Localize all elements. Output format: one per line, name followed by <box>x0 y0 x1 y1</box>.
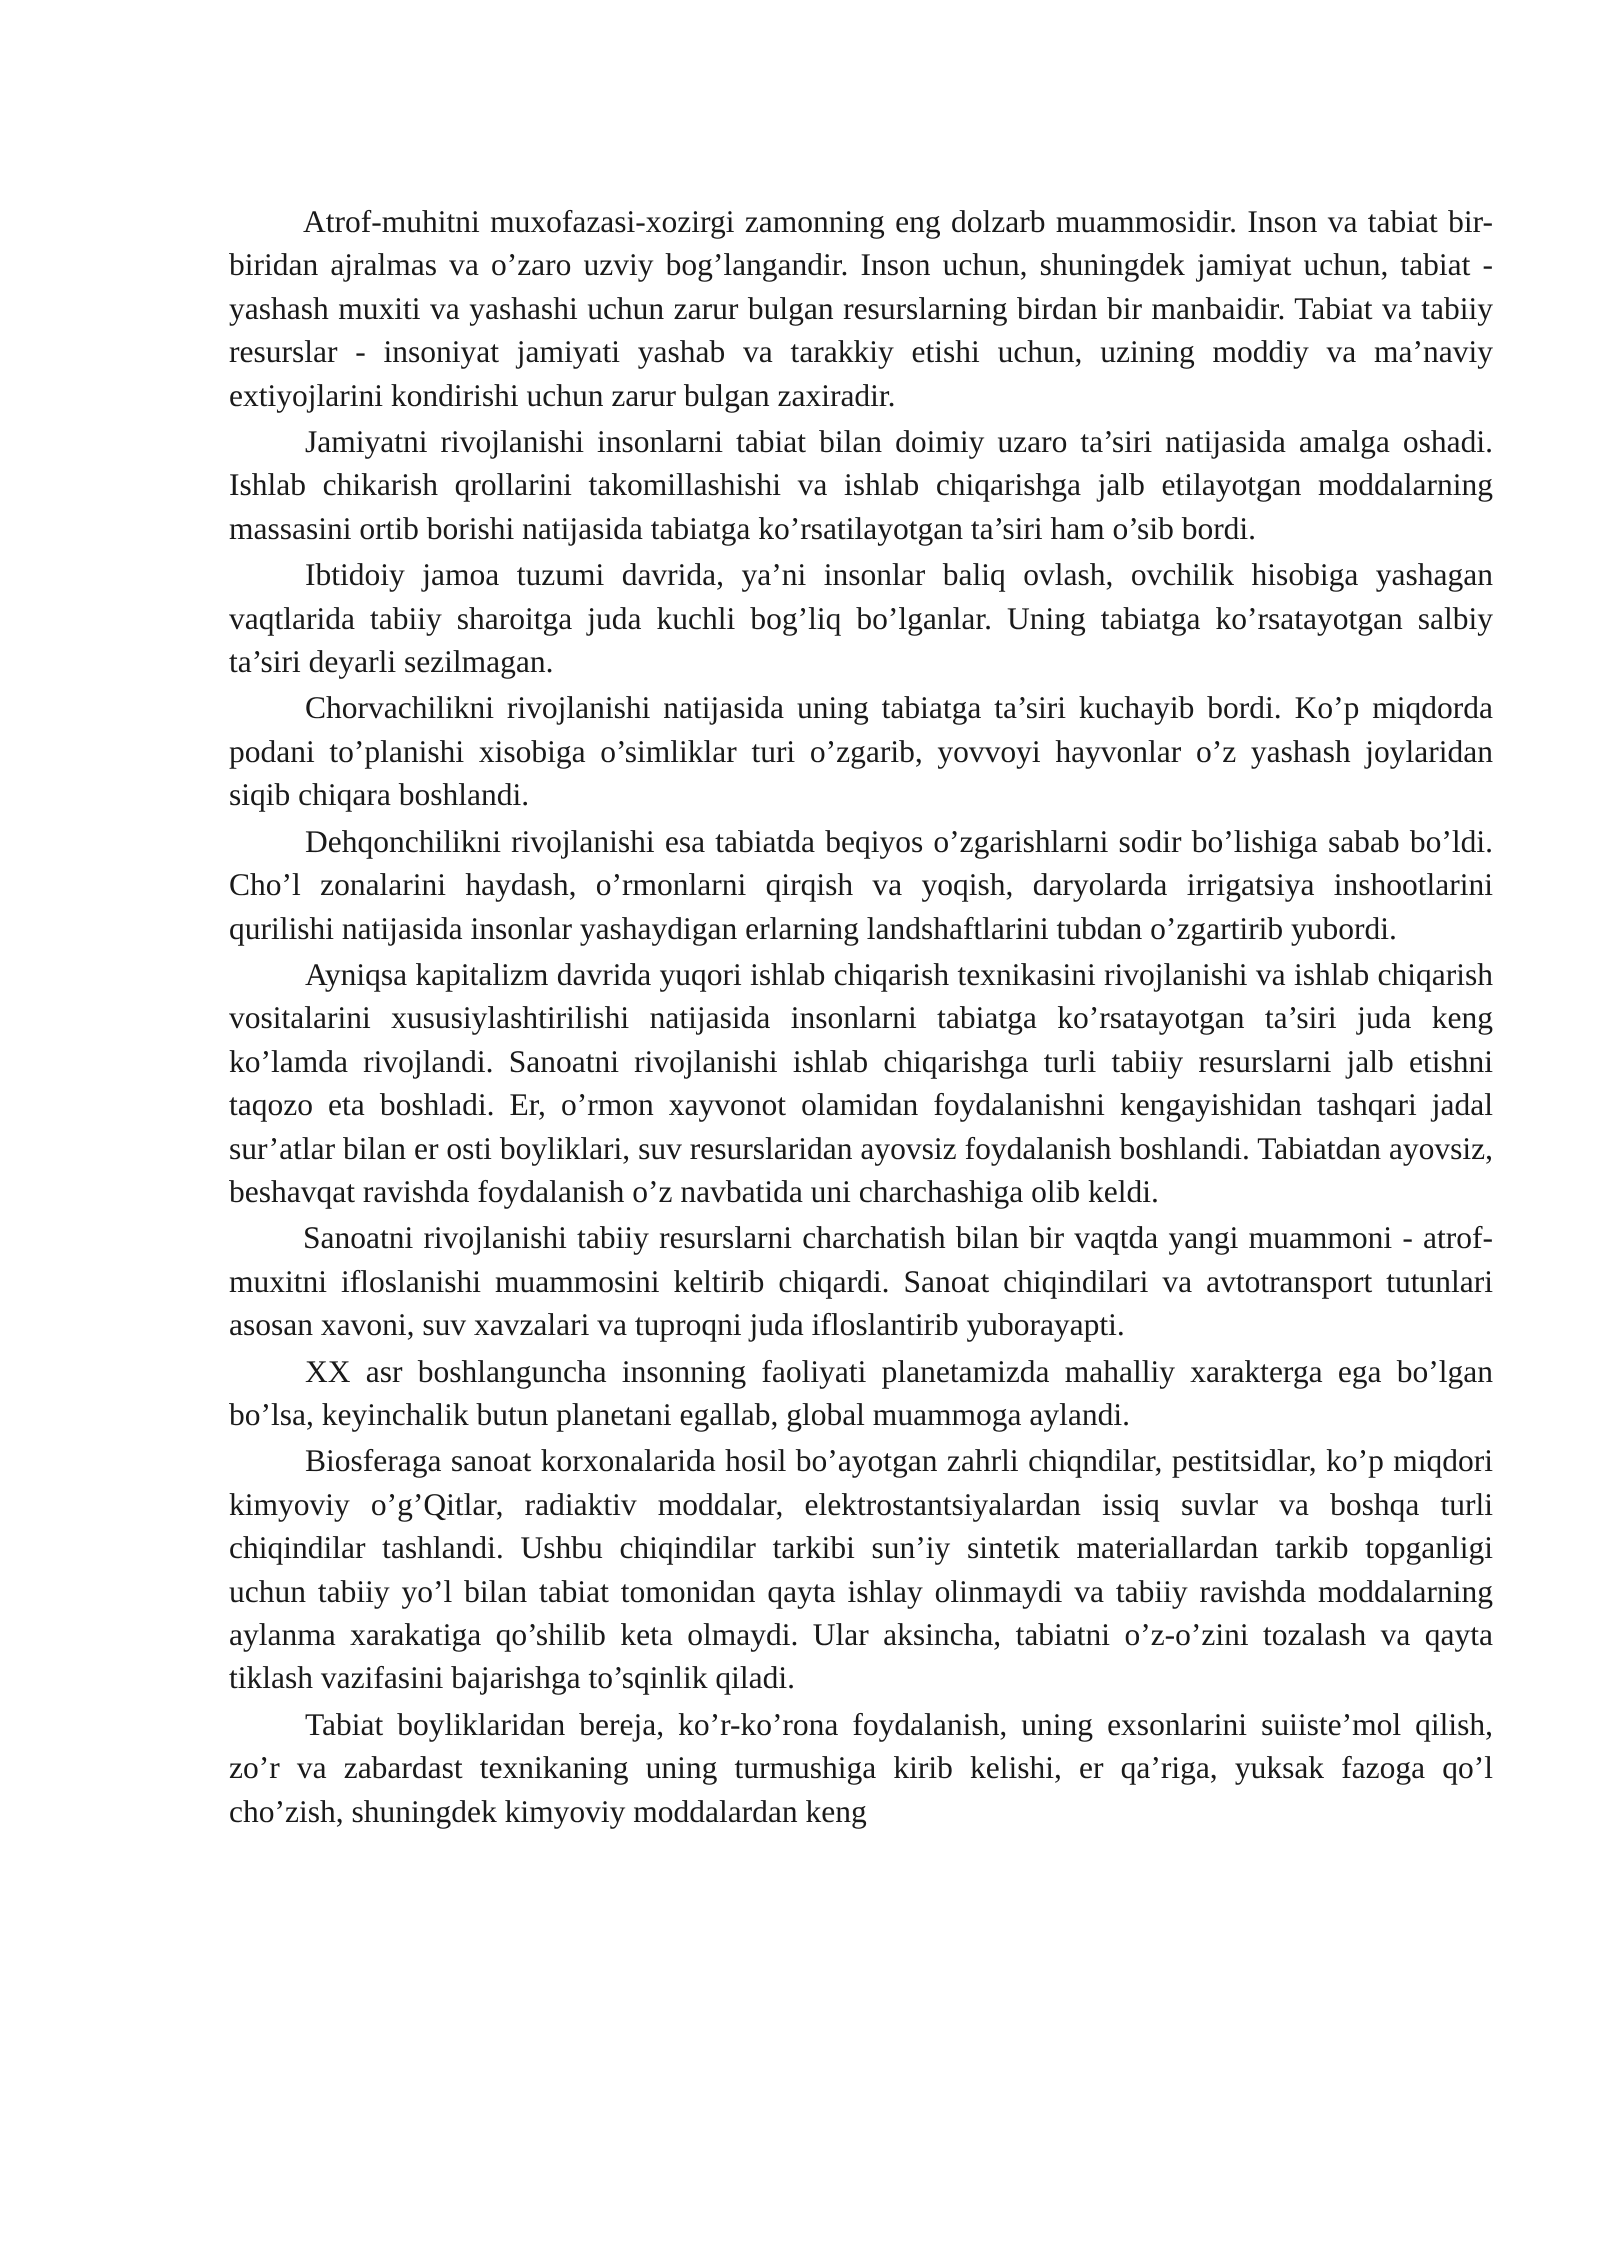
paragraph-1: Atrof-muhitni muxofazasi-xozirgi zamonning eng dolzarb muammosidir. Inson va tabiat bir-biridan ajralmas va o’zaro uzviy bog’langandir. Inson uchun, shuningdek jamiyat uchun, tabiat - yashash muxiti va yashashi uchun zarur bulgan resurslarning birdan bir manbaidir. Tabiat va tabiiy resurslar - insoniyat jamiyati yashab va tarakkiy etishi uchun, uzining moddiy va ma’naviy extiyojlarini kondirishi uchun zarur bulgan zaxiradir. <box>229 204 1493 413</box>
paragraph-10: Tabiat boyliklaridan bereja, ko’r-ko’rona foydalanish, uning exsonlarini suiiste’mol qilish, zo’r va zabardast texnikaning uning turmushiga kirib kelishi, er qa’riga, yuksak fazoga qo’l cho’zish, shuningdek kimyoviy moddalardan keng <box>229 1706 1493 1829</box>
paragraph-6: Ayniqsa kapitalizm davrida yuqori ishlab chiqarish texnikasini rivojlanishi va ishlab chiqarish vositalarini xususiylashtirilishi natijasida insonlarni tabiatga ko’rsatayotgan ta’siri juda keng ko’lamda rivojlandi. Sanoatni rivojlanishi ishlab chiqarishga turli tabiiy resurslarni jalb etishni taqozo eta boshladi. Er, o’rmon xayvonot olamidan foydalanishni kengayishidan tashqari jadal sur’atlar bilan er osti boyliklari, suv resurslaridan ayovsiz foydalanish boshlandi. Tabiatdan ayovsiz, beshavqat ravishda foydalanish o’z navbatida uni charchashiga olib keldi. <box>229 956 1493 1209</box>
document-body <box>229 200 1493 1836</box>
paragraph-4: Chorvachilikni rivojlanishi natijasida uning tabiatga ta’siri kuchayib bordi. Ko’p miqdorda podani to’planishi xisobiga o’simliklar turi o’zgarib, yovvoyi hayvonlar o’z yashash joylaridan siqib chiqara boshlandi. <box>229 690 1493 813</box>
paragraph-7: Sanoatni rivojlanishi tabiiy resurslarni charchatish bilan bir vaqtda yangi muammoni - atrof- muxitni ifloslanishi muammosini keltirib chiqardi. Sanoat chiqindilari va avtotransport tutunlari asosan xavoni, suv xavzalari va tuproqni juda ifloslantirib yuborayapti. <box>229 1220 1493 1343</box>
paragraph-2: Jamiyatni rivojlanishi insonlarni tabiat bilan doimiy uzaro ta’siri natijasida amalga oshadi. Ishlab chikarish qrollarini takomillashishi va ishlab chiqarishga jalb etilayotgan moddalarning massasini ortib borishi natijasida tabiatga ko’rsatilayotgan ta’siri ham o’sib bordi. <box>229 424 1493 546</box>
paragraph-9: Biosferaga sanoat korxonalarida hosil bo’ayotgan zahrli chiqndilar, pestitsidlar, ko’p miqdori kimyoviy o’g’Qitlar, radiaktiv moddalar, elektrostantsiyalardan issiq suvlar va boshqa turli chiqindilar tashlandi. Ushbu chiqindilar tarkibi sun’iy sintetik materiallardan tarkib topganligi uchun tabiiy yo’l bilan tabiat tomonidan qayta ishlay olinmaydi va tabiiy ravishda moddalarning aylanma xarakatiga qo’shilib keta olmaydi. Ular aksincha, tabiatni o’z-o’zini tozalash va qayta tiklash vazifasini bajarishga to’sqinlik qiladi. <box>229 1443 1493 1696</box>
paragraph-3: Ibtidoiy jamoa tuzumi davrida, ya’ni insonlar baliq ovlash, ovchilik hisobiga yashagan vaqtlarida tabiiy sharoitga juda kuchli bog’liq bo’lganlar. Uning tabiatga ko’rsatayotgan salbiy ta’siri deyarli sezilmagan. <box>229 557 1493 680</box>
paragraph-8: XX asr boshlanguncha insonning faoliyati planetamizda mahalliy xarakterga ega bo’lgan bo’lsa, keyinchalik butun planetani egallab, global muammoga aylandi. <box>229 1353 1493 1432</box>
paragraph-5: Dehqonchilikni rivojlanishi esa tabiatda beqiyos o’zgarishlarni sodir bo’lishiga sabab bo’ldi. Cho’l zonalarini haydash, o’rmonlarni qirqish va yoqish, daryolarda irrigatsiya inshootlarini qurilishi natijasida insonlar yashaydigan erlarning landshaftlarini tubdan o’zgartirib yubordi. <box>229 823 1493 946</box>
